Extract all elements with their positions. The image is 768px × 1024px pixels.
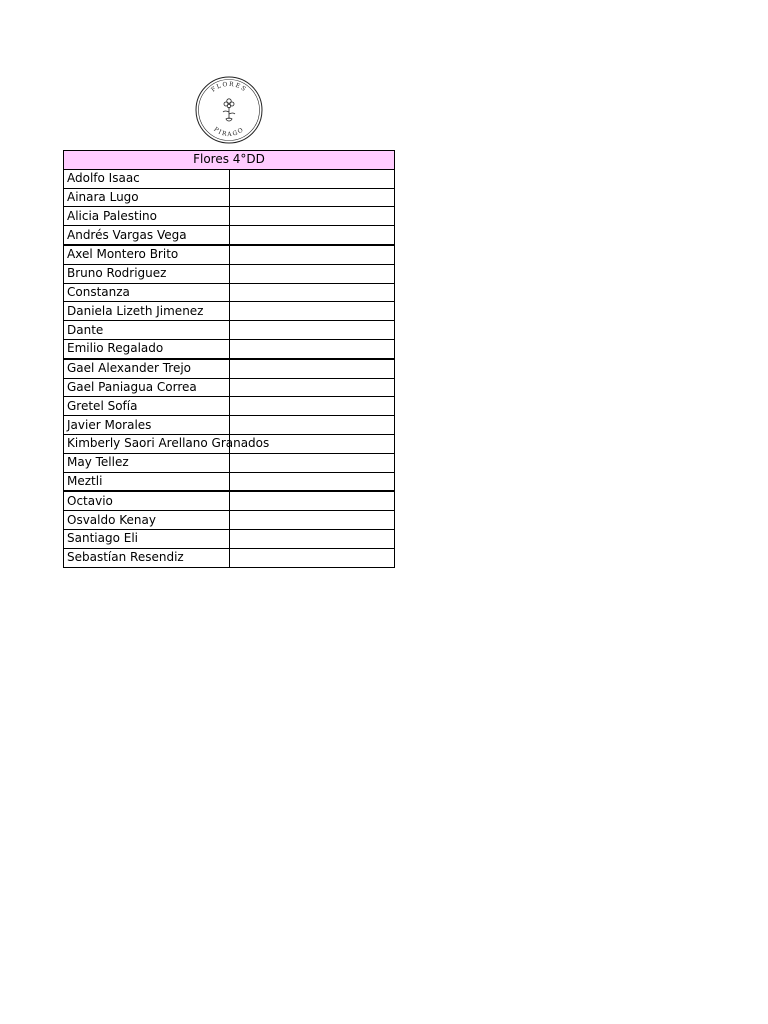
mark-cell[interactable] — [229, 491, 395, 510]
table-row — [64, 472, 395, 491]
table-row — [64, 397, 395, 416]
student-name-cell[interactable]: Octavio — [64, 491, 230, 510]
table-row — [64, 302, 395, 321]
flores-pirago-logo — [193, 76, 265, 144]
flower-seal-icon — [193, 76, 265, 144]
table-row — [64, 378, 395, 397]
table-row — [64, 321, 395, 340]
table-row — [64, 548, 395, 567]
student-name-cell[interactable]: Kimberly Saori Arellano Granados — [64, 434, 230, 453]
mark-cell[interactable] — [229, 548, 395, 567]
mark-cell[interactable] — [229, 472, 395, 491]
mark-cell[interactable] — [229, 397, 395, 416]
table-row — [64, 453, 395, 472]
svg-text:PIRAGO: PIRAGO — [212, 125, 246, 139]
table-row — [64, 529, 395, 548]
mark-cell[interactable] — [229, 529, 395, 548]
student-name-cell[interactable]: Axel Montero Brito — [64, 245, 230, 264]
mark-cell[interactable] — [229, 453, 395, 472]
student-name-cell[interactable]: Meztli — [64, 472, 230, 491]
mark-cell[interactable] — [229, 283, 395, 302]
mark-cell[interactable] — [229, 188, 395, 207]
mark-cell[interactable] — [229, 359, 395, 378]
student-name-cell[interactable]: Javier Morales — [64, 416, 230, 435]
svg-text:FLORES: FLORES — [209, 80, 249, 94]
mark-cell[interactable] — [229, 169, 395, 188]
mark-cell[interactable] — [229, 378, 395, 397]
student-roster-table — [63, 150, 395, 568]
student-name-cell[interactable]: May Tellez — [64, 453, 230, 472]
mark-cell[interactable] — [229, 339, 395, 358]
mark-cell[interactable] — [229, 264, 395, 283]
table-row — [64, 188, 395, 207]
student-name-cell[interactable]: Gael Paniagua Correa — [64, 378, 230, 397]
student-name-cell[interactable]: Emilio Regalado — [64, 339, 230, 358]
table-row — [64, 245, 395, 264]
table-row — [64, 283, 395, 302]
mark-cell[interactable] — [229, 245, 395, 264]
student-name-cell[interactable]: Santiago Eli — [64, 529, 230, 548]
mark-cell[interactable] — [229, 511, 395, 530]
table-row — [64, 264, 395, 283]
mark-cell[interactable] — [229, 226, 395, 245]
student-name-cell[interactable]: Dante — [64, 321, 230, 340]
table-row — [64, 491, 395, 510]
table-row — [64, 434, 395, 453]
mark-cell[interactable] — [229, 321, 395, 340]
student-name-cell[interactable]: Adolfo Isaac — [64, 169, 230, 188]
student-name-cell[interactable]: Andrés Vargas Vega — [64, 226, 230, 245]
student-name-cell[interactable]: Alicia Palestino — [64, 207, 230, 226]
student-name-cell[interactable]: Osvaldo Kenay — [64, 511, 230, 530]
table-row — [64, 207, 395, 226]
table-row — [64, 359, 395, 378]
table-title: Flores 4°DD — [64, 151, 395, 170]
student-name-cell[interactable]: Daniela Lizeth Jimenez — [64, 302, 230, 321]
student-name-cell[interactable]: Gretel Sofía — [64, 397, 230, 416]
table-row — [64, 169, 395, 188]
student-name-cell[interactable]: Bruno Rodriguez — [64, 264, 230, 283]
mark-cell[interactable] — [229, 302, 395, 321]
mark-cell[interactable] — [229, 207, 395, 226]
mark-cell[interactable] — [229, 416, 395, 435]
table-row — [64, 416, 395, 435]
student-name-cell[interactable]: Gael Alexander Trejo — [64, 359, 230, 378]
student-name-cell[interactable]: Ainara Lugo — [64, 188, 230, 207]
table-row — [64, 226, 395, 245]
roster-body — [64, 169, 395, 567]
table-row — [64, 339, 395, 358]
table-row — [64, 511, 395, 530]
student-name-cell[interactable]: Constanza — [64, 283, 230, 302]
student-name-cell[interactable]: Sebastían Resendiz — [64, 548, 230, 567]
